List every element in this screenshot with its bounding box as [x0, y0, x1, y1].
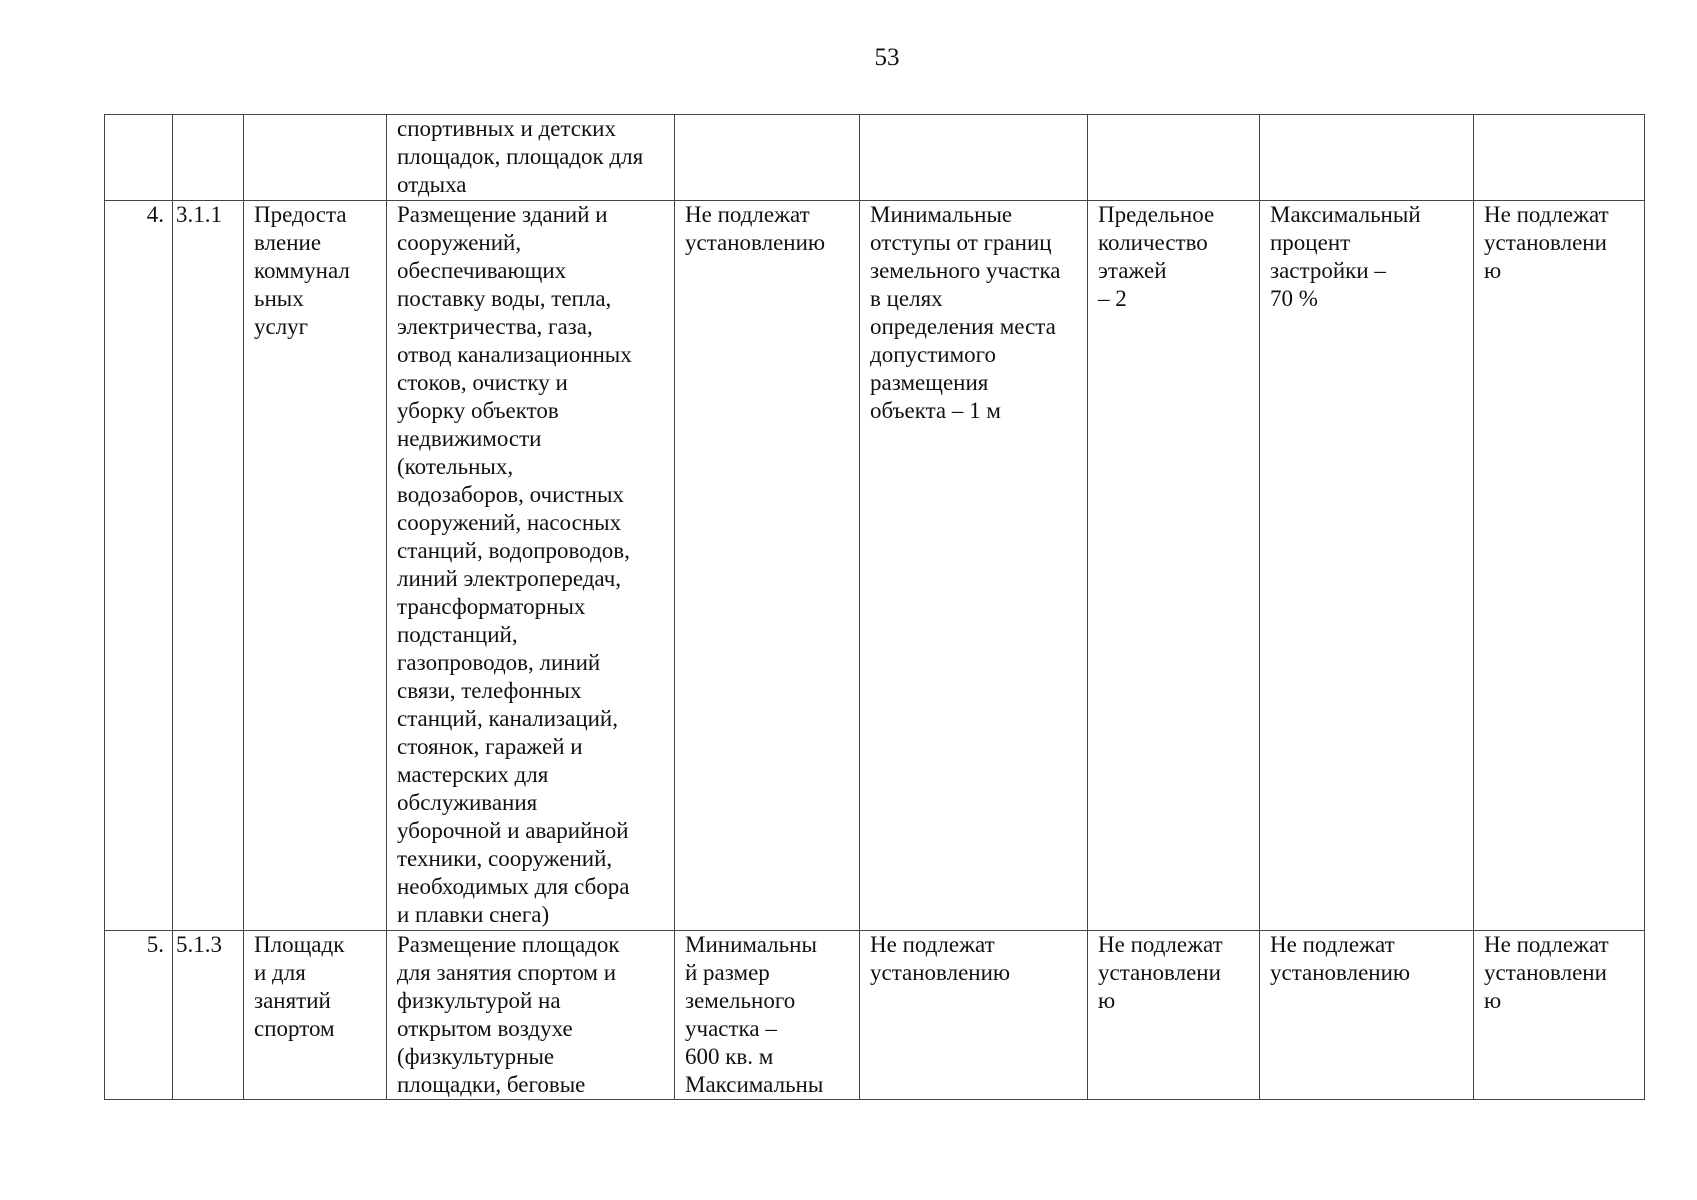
cell-line: – 2 [1098, 286, 1127, 311]
name-cell [244, 115, 387, 201]
cell-line: отвод канализационных [397, 342, 632, 367]
cell-line: площадки, беговые [397, 1072, 586, 1097]
cell-line: Минимальные [870, 202, 1013, 227]
cell-line: установлени [1484, 960, 1607, 985]
cell-line: для занятия спортом и [397, 960, 617, 985]
cell-line: количество [1098, 230, 1208, 255]
description-cell [387, 931, 675, 1100]
cell-line: Площадк [254, 932, 345, 957]
cell-line: установлению [870, 960, 1011, 985]
cell-line: Размещение площадок [397, 932, 620, 957]
cell-text: 4. [146, 202, 164, 227]
cell-line: этажей [1098, 258, 1167, 283]
cell-line: сооружений, [397, 230, 522, 255]
floors-cell [1088, 931, 1260, 1100]
cell-line: недвижимости [397, 426, 542, 451]
cell-line: занятий [254, 988, 331, 1013]
cell-line: участка – [685, 1016, 777, 1041]
cell-line: допустимого [870, 342, 996, 367]
description-cell [387, 115, 675, 201]
cell-line: Не подлежат [1484, 932, 1609, 957]
cell-line: установлени [1484, 230, 1607, 255]
cell-line: обеспечивающих [397, 258, 567, 283]
cell-line: Не подлежат [1484, 202, 1609, 227]
coverage-cell [1260, 931, 1474, 1100]
land-size-cell [675, 931, 860, 1100]
cell-line: коммунал [254, 258, 350, 283]
restrictions-cell [1474, 115, 1645, 201]
cell-line: электричества, газа, [397, 314, 593, 339]
cell-line: Не подлежат [870, 932, 995, 957]
cell-line: установлени [1098, 960, 1221, 985]
cell-line: земельного участка [870, 258, 1061, 283]
cell-line: физкультурой на [397, 988, 561, 1013]
page-number: 53 [874, 44, 900, 71]
cell-line: водозаборов, очистных [397, 482, 624, 507]
description-cell [387, 201, 675, 931]
cell-text: 3.1.1 [176, 202, 222, 227]
cell-line: застройки – [1270, 258, 1386, 283]
cell-line: процент [1270, 230, 1351, 255]
coverage-cell [1260, 115, 1474, 201]
cell-line: ю [1484, 258, 1502, 283]
cell-line: стоянок, гаражей и [397, 734, 583, 759]
cell-text: 5. [146, 932, 164, 957]
cell-line: площадок, площадок для [397, 144, 644, 169]
cell-line: отступы от границ [870, 230, 1052, 255]
cell-text: 5.1.3 [176, 932, 222, 957]
cell-line: определения места [870, 314, 1056, 339]
cell-line: Предельное [1098, 202, 1215, 227]
cell-line: станций, водопроводов, [397, 538, 630, 563]
name-cell [244, 931, 387, 1100]
cell-line: Максимальный [1270, 202, 1421, 227]
cell-line: й размер [685, 960, 770, 985]
cell-line: необходимых для сбора [397, 874, 630, 899]
cell-line: Максимальны [685, 1072, 824, 1097]
cell-line: уборку объектов [397, 398, 559, 423]
cell-line: трансформаторных [397, 594, 586, 619]
code-cell [173, 115, 244, 201]
row-number-cell [105, 931, 173, 1100]
cell-line: 600 кв. м [685, 1044, 774, 1069]
cell-line: уборочной и аварийной [397, 818, 629, 843]
restrictions-cell [1474, 201, 1645, 931]
coverage-cell [1260, 201, 1474, 931]
table-row [105, 931, 1645, 1100]
code-cell [173, 201, 244, 931]
row-number-cell [105, 201, 173, 931]
cell-line: и плавки снега) [397, 902, 550, 927]
cell-line: (котельных, [397, 454, 514, 479]
cell-line: услуг [254, 314, 309, 339]
cell-line: поставку воды, тепла, [397, 286, 612, 311]
cell-line: техники, сооружений, [397, 846, 613, 871]
cell-line: отдыха [397, 172, 467, 197]
cell-line: установлению [685, 230, 826, 255]
table-row [105, 201, 1645, 931]
cell-line: Не подлежат [1270, 932, 1395, 957]
cell-line: связи, телефонных [397, 678, 582, 703]
setbacks-cell [860, 201, 1088, 931]
cell-line: открытом воздухе [397, 1016, 573, 1041]
cell-line: газопроводов, линий [397, 650, 601, 675]
floors-cell [1088, 201, 1260, 931]
cell-line: спортом [254, 1016, 335, 1041]
table-body [105, 115, 1645, 1100]
cell-line: сооружений, насосных [397, 510, 622, 535]
cell-line: мастерских для [397, 762, 549, 787]
cell-line: земельного [685, 988, 796, 1013]
regulations-table [104, 114, 1645, 1100]
floors-cell [1088, 115, 1260, 201]
cell-line: линий электропередач, [397, 566, 622, 591]
cell-line: обслуживания [397, 790, 538, 815]
cell-line: Предоста [254, 202, 347, 227]
cell-line: (физкультурные [397, 1044, 555, 1069]
cell-line: и для [254, 960, 306, 985]
cell-line: в целях [870, 286, 943, 311]
setbacks-cell [860, 931, 1088, 1100]
cell-line: Не подлежат [685, 202, 810, 227]
cell-line: станций, канализаций, [397, 706, 618, 731]
cell-line: установлению [1270, 960, 1411, 985]
cell-line: ю [1484, 988, 1502, 1013]
cell-line: Минимальны [685, 932, 817, 957]
cell-line: 70 % [1270, 286, 1318, 311]
cell-line: ьных [254, 286, 304, 311]
restrictions-cell [1474, 931, 1645, 1100]
cell-line: Размещение зданий и [397, 202, 608, 227]
cell-line: ю [1098, 988, 1116, 1013]
cell-line: вление [254, 230, 322, 255]
cell-line: размещения [870, 370, 989, 395]
land-size-cell [675, 201, 860, 931]
cell-line: спортивных и детских [397, 116, 616, 141]
cell-line: объекта – 1 м [870, 398, 1001, 423]
row-number-cell [105, 115, 173, 201]
cell-line: Не подлежат [1098, 932, 1223, 957]
land-size-cell [675, 115, 860, 201]
code-cell [173, 931, 244, 1100]
setbacks-cell [860, 115, 1088, 201]
name-cell [244, 201, 387, 931]
cell-line: подстанций, [397, 622, 518, 647]
cell-line: стоков, очистку и [397, 370, 568, 395]
table-row [105, 115, 1645, 201]
